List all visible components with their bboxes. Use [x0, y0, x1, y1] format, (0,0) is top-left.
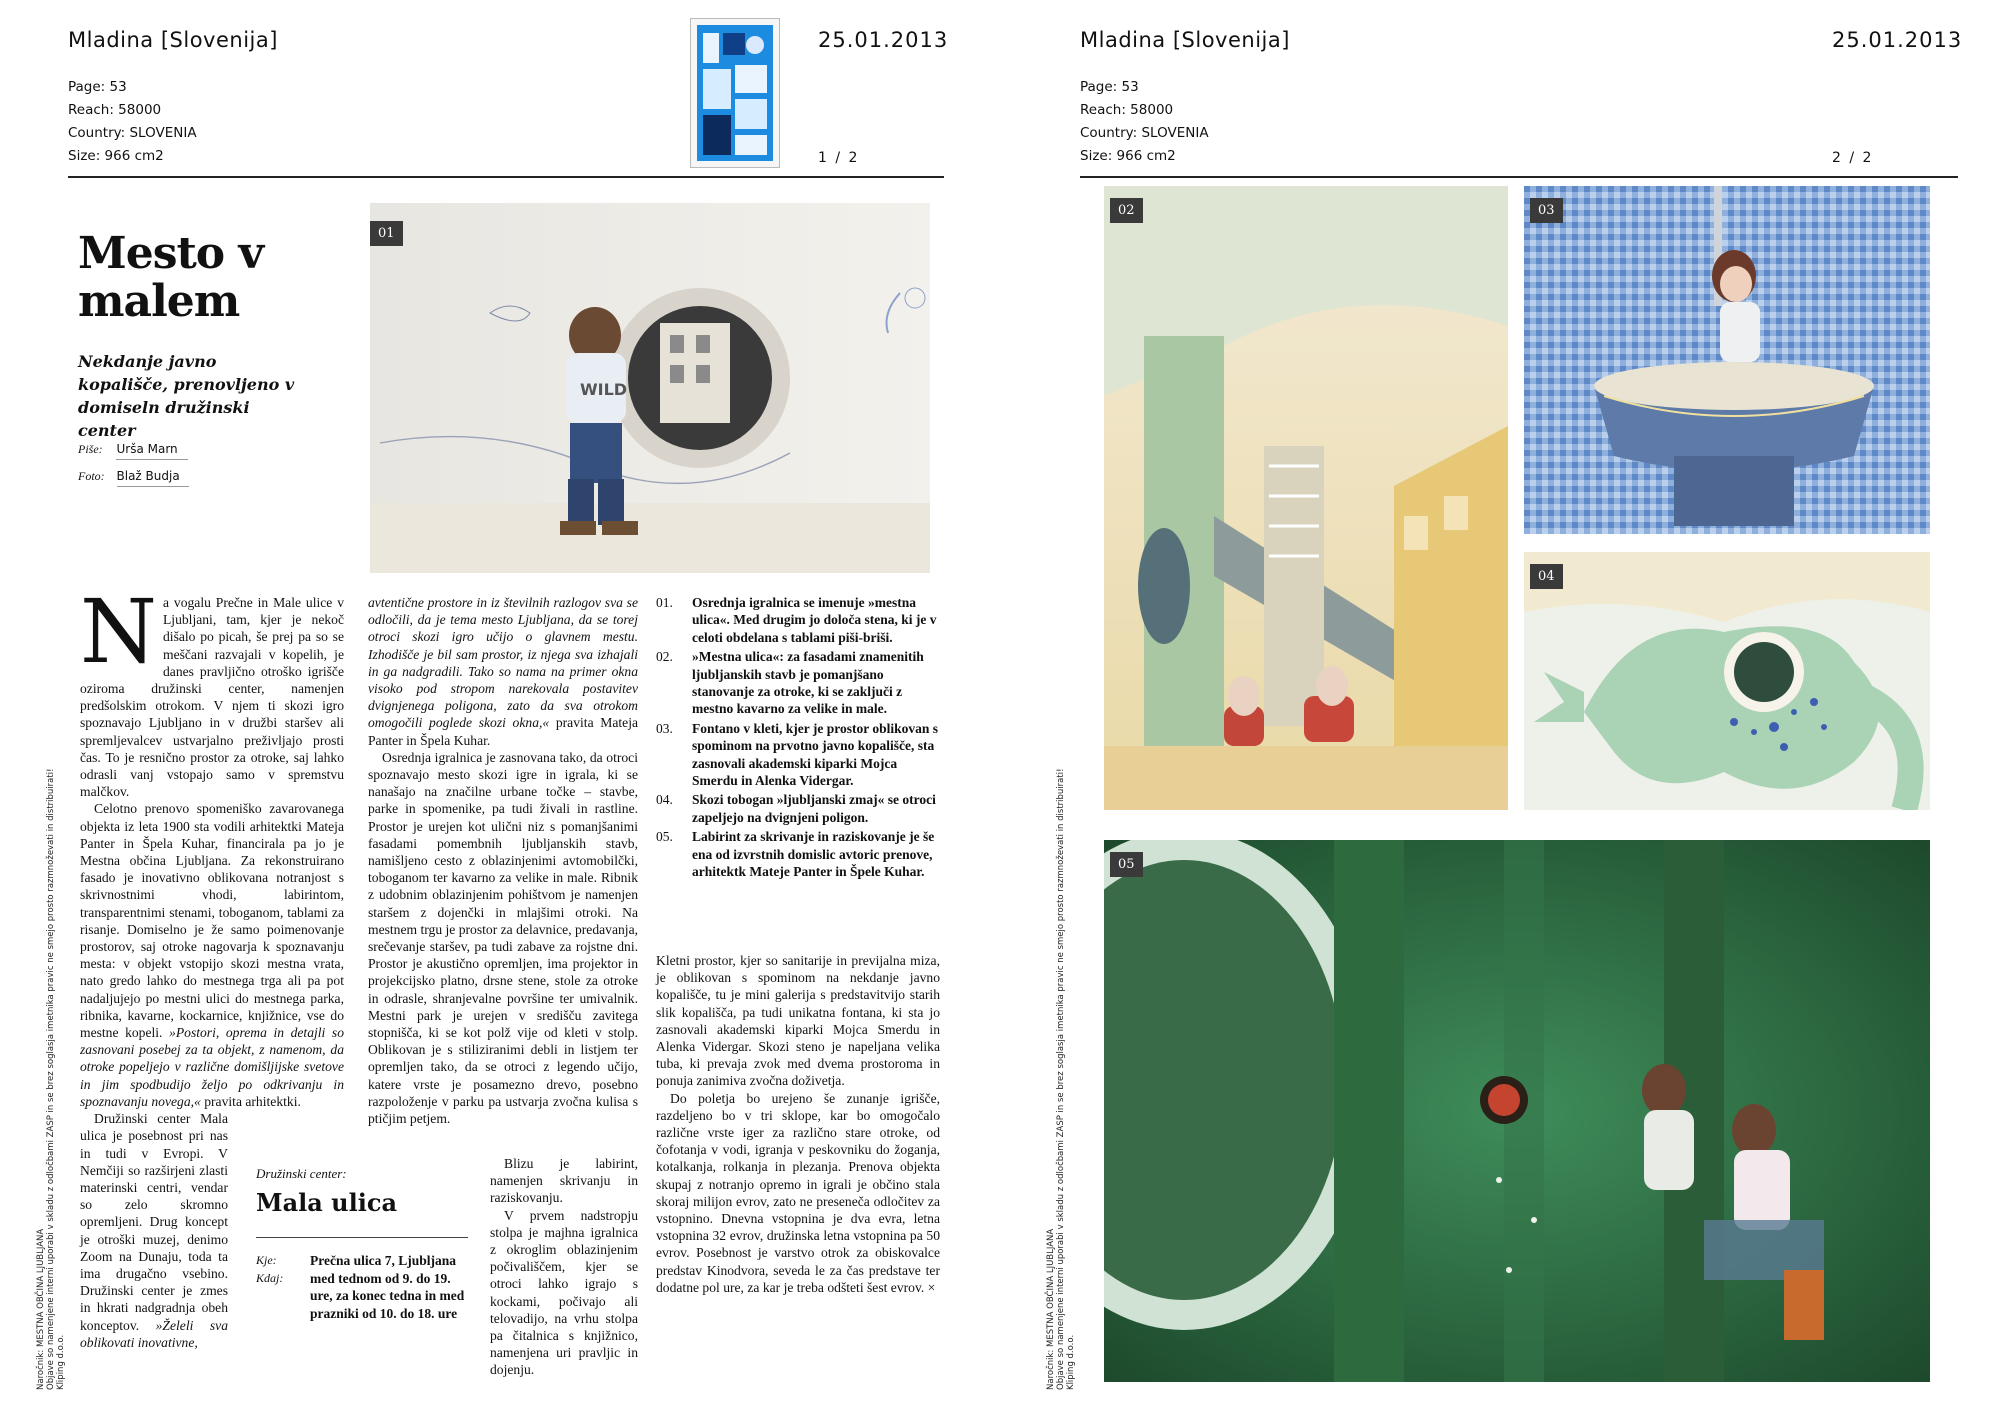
photo-04-image	[1524, 552, 1930, 810]
infobox-kicker: Družinski center:	[256, 1166, 347, 1181]
col2-quote-end: pravita Mateja Panter in Špela Kuhar.	[368, 715, 638, 748]
left-page-number: 1 / 2	[818, 150, 860, 166]
photo-02-badge: 02	[1110, 198, 1143, 223]
article-column-2-lower	[490, 1155, 638, 1379]
article-title-line2: malem	[78, 276, 240, 327]
byline-author	[78, 442, 188, 460]
col4-p2: Do poletja bo urejeno še zunanje igrišče, razdeljeno bo v tri sklope, kar bo omogočalo različne vrste iger za različno stare otroke, od čofotanja v vodi, igranja v peskovniku do žoganja, kotalkanja, rolkanja in plezanja. Prenova objekta skupaj z notranjo opremo in igrali je občino stala skoraj milijon evrov, zato ne preseneča odločitev za vstopnino. Dnevna vstopnina je dva evra, letna vstopnina 32 evrov, družinska letna vstopnina pa 50 evrov. Posebnost je varstvo otrok za obiskovalce predstav Kinodvora, seveda le za čas predstave ter dodatne pol ure, za kar je treba odšteti šest evrov.	[656, 1090, 940, 1295]
col2-p4: V prvem nadstropju stolpa je majhna igralnica z okroglim oblazinjenim počivališčem, kjer se otroci lahko igrajo s kockami, počivajo ali telovadijo, na vrhu stolpa pa čitalnica s knjižnico, namenjena uri pravljic in dojenju.	[490, 1207, 638, 1378]
col2-p3: Blizu je labirint, namenjen skrivanju in raziskovanju.	[490, 1156, 638, 1206]
photo-label: Foto:	[78, 469, 105, 483]
caption-01-num: 01.	[656, 595, 673, 610]
left-vertical-rights: Objave so namenjene interni uporabi v skladu z odločbami ZASP in se brez soglasja imetnika pravic ne smejo prosto razmnoževati in distribuirati!	[46, 768, 56, 1390]
right-meta-size: Size: 966 cm2	[1080, 148, 1176, 164]
author-label: Piše:	[78, 442, 103, 456]
right-vertical-kliping: Kliping d.o.o.	[1066, 1334, 1076, 1390]
left-header-rule	[68, 176, 944, 178]
right-vertical-rights: Objave so namenjene interni uporabi v skladu z odločbami ZASP in se brez soglasja imetnika pravic ne smejo prosto razmnoževati in distribuirati!	[1056, 768, 1066, 1390]
photo-01[interactable]	[370, 203, 930, 573]
article-subtitle: Nekdanje javno kopališče, prenovljeno v domiseln družinski center	[78, 352, 295, 440]
page-thumbnail-image	[691, 19, 779, 167]
caption-03-text: Fontano v kleti, kjer je prostor oblikovan s spominom na prvotno javno kopališče, sta zasnovali akademski kiparki Mojca Smerdu in Alenka Vidergar.	[692, 720, 939, 789]
article-column-2	[368, 594, 638, 1127]
right-header-rule	[1080, 176, 1958, 178]
infobox	[256, 1166, 468, 1322]
left-meta-country: Country: SLOVENIA	[68, 125, 197, 141]
end-mark: ×	[927, 1279, 936, 1295]
author-name: Urša Marn	[116, 442, 188, 460]
right-date: 25.01.2013	[1832, 28, 1963, 52]
photo-03[interactable]	[1524, 186, 1930, 534]
photo-04[interactable]	[1524, 552, 1930, 810]
left-publication-title: Mladina [Slovenija]	[68, 28, 278, 52]
right-meta-reach: Reach: 58000	[1080, 102, 1174, 118]
infobox-labels	[256, 1252, 310, 1322]
photo-03-image	[1524, 186, 1930, 534]
col1-p2: Celotno prenovo spomeniško zavarovanega objekta iz leta 1900 sta vodili arhitektki Mateja Panter in Špela Kuhar, financirala pa jo je Mestna občina Ljubljana. Za rekonstruirano fasado je inovativno oblikovana notranjost s skrivnostnimi vhodi, labirintom, transparentnimi stenami, toboganom, tablami za risanje. Domiselno je že samo poimenovanje prostorov, saj otroke nagovarja k spoznavanju mesta: v objekt vstopijo skozi mestna vrata, nato gredo lahko do mestnega trga ali pa pot nadaljujejo po mestni ulici do mestnega parka, ribnika, kavarne, kockarnice, knjižnice, vse do mestne kopeli.	[80, 801, 344, 1041]
col1-p2-end: pravita arhitektki.	[204, 1093, 301, 1109]
captions-list	[656, 594, 942, 883]
infobox-text: Prečna ulica 7, Ljubljana med tednom od 9. do 19. ure, za konec tedna in med prazniki od 10. do 18. ure	[310, 1253, 465, 1321]
left-vertical-kliping: Kliping d.o.o.	[56, 1334, 66, 1390]
photo-01-shirt-text: WILD	[580, 380, 628, 399]
photographer-name: Blaž Budja	[117, 469, 189, 487]
article-title	[78, 230, 263, 326]
byline-photo	[78, 469, 189, 487]
col1-first: a vogalu Prečne in Male ulice v Ljubljani, tam, kjer je nekoč dišalo po picah, še prej pa so se meščani razvajali v kopelih, je danes pravljično otroško igrišče oziroma družinski center, namenjen predšolskim otrokom. V njem ti skozi igro spoznavajo Ljubljano in v družbi staršev ali spremljevalcev ustvarjalno preživljajo prosti čas. To je resnično prostor za otroke, saj lahko odrasli vanj vstopajo samo v spremstvu malčkov.	[80, 595, 344, 800]
caption-05	[656, 828, 942, 880]
left-date: 25.01.2013	[818, 28, 949, 52]
article-title-line1: Mesto v	[78, 228, 264, 279]
caption-03-num: 03.	[656, 720, 673, 736]
right-vertical-client: Naročnik: MESTNA OBČINA LJUBLJANA	[1046, 1228, 1056, 1390]
left-meta	[68, 76, 197, 168]
caption-02	[656, 648, 942, 718]
article-column-4	[656, 952, 940, 1296]
dropcap: N	[80, 580, 157, 683]
right-meta-page: Page: 53	[1080, 79, 1139, 95]
left-vertical-notice	[36, 768, 66, 1390]
caption-02-num: 02.	[656, 649, 673, 665]
right-publication-title: Mladina [Slovenija]	[1080, 28, 1290, 52]
col1-p3-quote: »Želeli sva oblikovati inovativne,	[80, 1317, 228, 1350]
left-meta-page: Page: 53	[68, 79, 127, 95]
infobox-when-label: Kdaj:	[256, 1270, 284, 1285]
caption-04	[656, 791, 942, 826]
infobox-where-label: Kje:	[256, 1253, 277, 1267]
caption-04-num: 04.	[656, 792, 673, 808]
col1-p3: Družinski center Mala ulica je posebnost pri nas in tudi v Evropi. V Nemčiji so razširjeni zlasti materinski centri, vendar so zelo skromno opremljeni. Drug koncept je otroški muzej, denimo Zoom na Dunaju, toda ta ima drugačno vsebino. Družinski center je zmes in hkrati nadgradnja obeh konceptov.	[80, 1111, 228, 1333]
col1-p2-quote: »Postori, oprema in detajli so zasnovani posebej za ta objekt, z namenom, da otroke popeljejo v različne domišljijske svetove in jim spodbudijo željo po odkrivanju in spoznavanju novega,«	[80, 1025, 344, 1109]
caption-05-text: Labirint za skrivanje in raziskovanje je še ena od izvrstnih domislic avtoric prenove, arhitektk Mateje Panter in Špele Kuhar.	[692, 829, 935, 880]
photo-04-badge: 04	[1530, 564, 1563, 589]
col2-p2: Osrednja igralnica je zasnovana tako, da otroci spoznavajo mesto skozi igre in igrala, ki se nanašajo na značilne urbane točke – stavbe, parke in spomenike, pa tudi živali in rastline. Prostor je urejen kot ulični niz s pomanjšanimi fasadami pomembnih ljubljanskih stavb, namišljeno cesto z oblazinjenimi avtomobilčki, toboganom ter kavarno za velike in male. Ribnik z udobnim oblazinjenim pohištvom je namenjen staršem z dojenčki in mlajšimi otroki. Na mestnem trgu je prostor za delavnice, predavanja, srečevanje staršev, pa tudi zabave za rojstne dni. Prostor je akustično opremljen, ima projektor in projekcijsko platno, drsne stene, stole za otroke in odrasle, shranjevalne površine ter umivalnik. Mestni park je urejen v središču zavitega stopnišča, ki se kot polž vije od kleti v stolp. Oblikovan je s stiliziranimi debli in listjem ter opremljen tako, da se otroci z legendo učijo, katere vrste je posamezno drevo, posebno razpoloženje v parku pa ustvarja zvočna kulisa s ptičjim petjem.	[368, 749, 639, 1127]
photo-05-image	[1104, 840, 1930, 1382]
caption-05-num: 05.	[656, 829, 673, 845]
left-vertical-client: Naročnik: MESTNA OBČINA LJUBLJANA	[36, 1228, 46, 1390]
page-thumbnail[interactable]	[690, 18, 780, 168]
left-meta-size: Size: 966 cm2	[68, 148, 164, 164]
infobox-title: Mala ulica	[256, 1188, 397, 1217]
col2-quote: avtentične prostore in iz številnih razlogov sva se odločili, da je tema mesto Ljubljana, da se torej otroci skozi igro učijo o glavnem mestu. Izhodišče je bil sam prostor, iz njega sva izhajali in ga nadgradili. Tako so nama na primer okna visoko pod stropom narekovala postavitev dvignjenega poligona, zato da sva otrokom omogočili poglede skozi okna,«	[368, 595, 638, 731]
col4-p1: Kletni prostor, kjer so sanitarije in previjalna miza, je oblikovan s spominom na nekdanje javno kopališče, tu je mini galerija s predstavitvijo starih slik kopališča, pa tudi unikatna fontana, ki sta jo zasnovali akademski kiparki Mojca Smerdu in Alenka Vidergar. Skozi steno je napeljana velika tuba, ki prevaja zvok med dvema prostoroma in ponuja zanimiva zvočna doživetja.	[656, 953, 940, 1089]
right-vertical-notice	[1046, 768, 1076, 1390]
right-meta	[1080, 76, 1209, 168]
right-meta-country: Country: SLOVENIA	[1080, 125, 1209, 141]
caption-04-text: Skozi tobogan »ljubljanski zmaj« se otroci zapeljejo na dvignjeni poligon.	[692, 792, 936, 825]
photo-01-badge: 01	[370, 221, 403, 246]
photo-02[interactable]	[1104, 186, 1508, 810]
left-meta-reach: Reach: 58000	[68, 102, 162, 118]
infobox-details	[256, 1237, 468, 1322]
photo-05-badge: 05	[1110, 852, 1143, 877]
photo-01-image	[370, 203, 930, 573]
right-page-number: 2 / 2	[1832, 150, 1874, 166]
caption-01-text: Osrednja igralnica se imenuje »mestna ulica«. Med drugim jo določa stena, ki je v celoti obdelana s tablami piši-briši.	[692, 595, 937, 645]
caption-02-text: »Mestna ulica«: za fasadami znamenitih ljubljanskih stavb je pomanjšano stanovanje za otroke, ki se zaključi z mestno kavarno za velike in male.	[692, 649, 924, 717]
caption-01	[656, 594, 942, 646]
photo-05[interactable]	[1104, 840, 1930, 1382]
caption-03	[656, 720, 942, 790]
photo-02-image	[1104, 186, 1508, 810]
photo-03-badge: 03	[1530, 198, 1563, 223]
